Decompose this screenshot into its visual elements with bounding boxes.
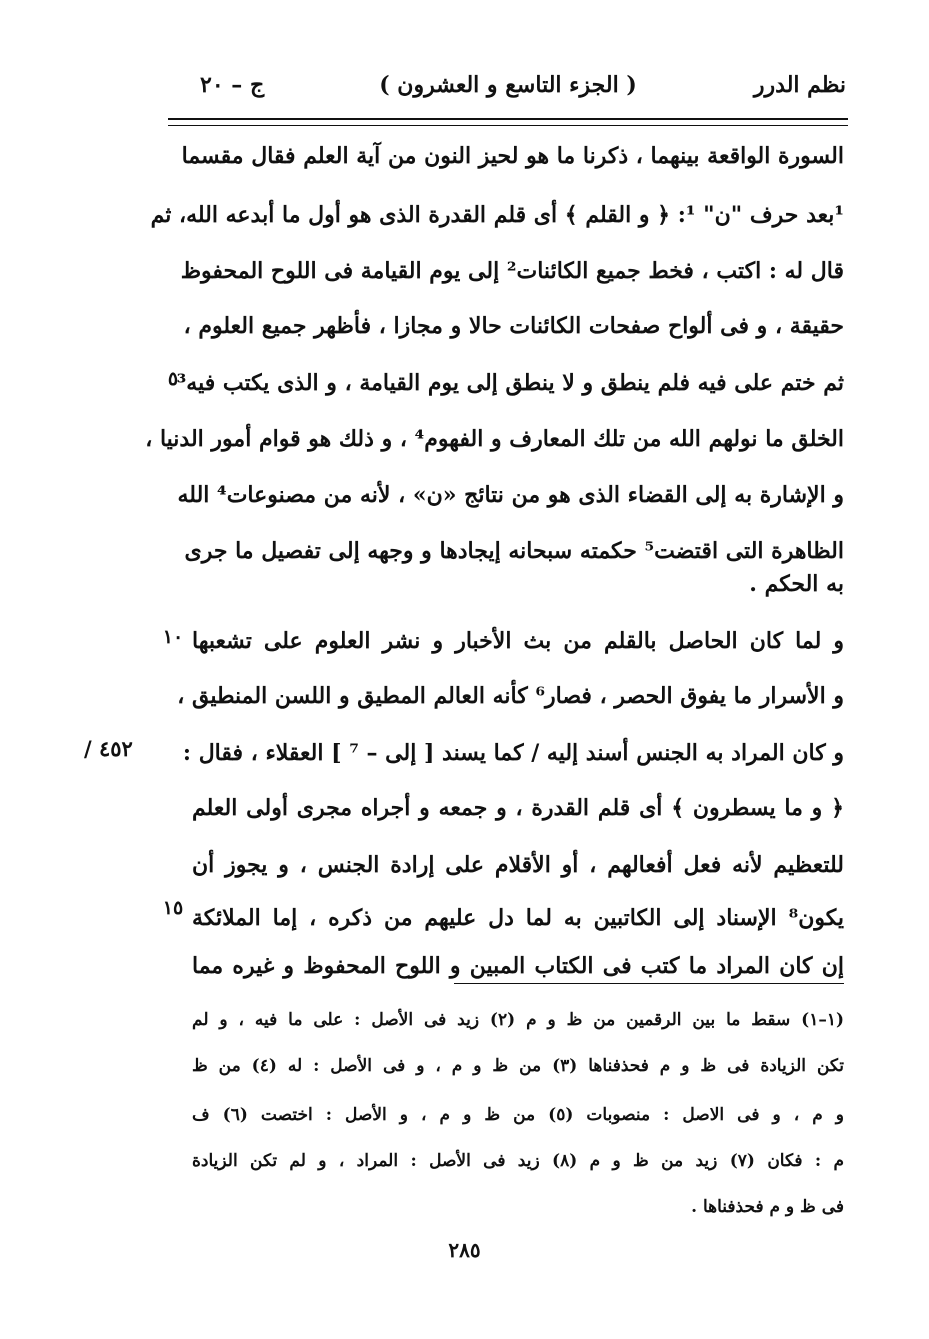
text-line: حقيقة ، و فى ألواح صفحات الكائنات حالا و مجازا ، فأظهر جميع العلوم ،: [183, 313, 844, 339]
text-line: ثم ختم على فيه فلم ينطق و لا ينطق إلى يوم القيامة ، و الذى يكتب فيه³: [176, 370, 844, 396]
text-line: به الحكم .: [749, 571, 844, 597]
text-line: الظاهرة التى اقتضت⁵ حكمته سبحانه إيجادها و وجهه إلى تفصيل ما جرى: [184, 538, 844, 564]
header-rule-thin: [168, 125, 848, 126]
footnote-line: و م ، و فى الاصل : منصوبات (٥) من ظ و م ، و الأصل : اختصت (٦) ف: [192, 1105, 845, 1125]
book-title: نظم الدرر: [753, 72, 846, 98]
text-line: ﴿ و ما يسطرون ﴾ أى قلم القدرة ، و جمعه و أجراه مجرى أولى العلم: [192, 795, 844, 821]
footnote-line: فى ظ و م فحذفناها .: [691, 1197, 844, 1217]
text-line: و لما كان الحاصل بالقلم من بث الأخبار و نشر العلوم على تشعبها: [192, 628, 844, 654]
text-line: السورة الواقعة بينهما ، ذكرنا ما هو لحيز النون من آية العلم فقال مقسما: [181, 143, 844, 169]
text-line: ¹بعد حرف "ن" ¹: ﴿ و القلم ﴾ أى قلم القدرة الذى هو أول ما أبدعه الله، ثم: [150, 202, 844, 228]
text-line: و الإشارة به إلى القضاء الذى هو من نتائج «ن» ، لأنه من مصنوعات⁴ الله: [177, 482, 844, 508]
footnote-rule: [454, 983, 844, 984]
text-line: و كان المراد به الجنس أسند إليه / كما يسند [ إلى – ⁷ ] العقلاء ، فقال :: [182, 740, 844, 766]
line-number: ٥: [167, 368, 179, 390]
line-number: ١٥: [162, 897, 184, 919]
header-rule-thick: [168, 118, 848, 120]
part-title: ( الجزء التاسع و العشرون ): [379, 72, 637, 98]
text-line: الخلق ما نولهم الله من تلك المعارف و الفهوم⁴ ، و ذلك هو قوام أمور الدنيا ،: [145, 426, 844, 452]
margin-page-reference: ٤٥٢ /: [84, 736, 133, 761]
running-header: [170, 66, 846, 110]
line-number: ١٠: [162, 626, 184, 648]
footnote-line: تكن الزيادة فى ظ و م فحذفناها (٣) من ظ و م ، و فى الأصل : له (٤) من ظ: [192, 1056, 845, 1076]
page-number: ٢٨٥: [448, 1238, 481, 1262]
text-line: و الأسرار ما يفوق الحصر ، فصار⁶ كأنه العالم المطيق و اللسن المنطيق ،: [177, 683, 844, 709]
text-line: للتعظيم لأنه فعل أفعالهم ، أو الأقلام على إرادة الجنس ، و يجوز أن: [192, 852, 844, 878]
text-line: قال له : اكتب ، فخط جميع الكائنات² إلى يوم القيامة فى اللوح المحفوظ: [180, 258, 844, 284]
text-line: إن كان المراد ما كتب فى الكتاب المبين و اللوح المحفوظ و غيره مما: [192, 953, 844, 979]
footnote-line: م : فكان (٧) زيد من ظ و م (٨) زيد فى الأصل : المراد ، و لم تكن الزيادة: [192, 1151, 845, 1171]
footnote-line: (١–١) سقط ما بين الرقمين من ظ و م (٢) زيد فى الأصل : على ما فيه ، و لم: [192, 1010, 845, 1030]
text-line: يكون⁸ الإسناد إلى الكاتبين به لما دل عليهم من ذكره ، إما الملائكة: [192, 905, 844, 931]
volume-label: ج – ٢٠: [200, 72, 265, 98]
